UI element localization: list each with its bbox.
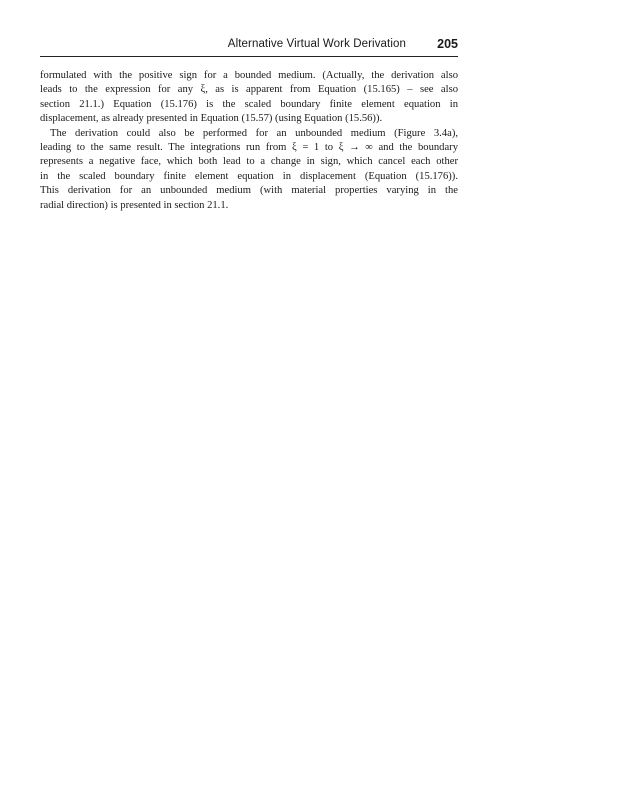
paragraph-1 bbox=[40, 69, 458, 127]
text-line: in the scaled boundary finite element equation in displacement (Equation (15.176)). bbox=[40, 170, 458, 182]
text-line: This derivation for an unbounded medium (with material properties varying in the bbox=[40, 185, 458, 197]
text-line: The derivation could also be performed for an unbounded medium (Figure 3.4a), bbox=[50, 127, 458, 139]
running-header bbox=[40, 36, 458, 57]
text-line: section 21.1.) Equation (15.176) is the scaled boundary finite element equation in bbox=[40, 98, 458, 110]
text-line: formulated with the positive sign for a bounded medium. (Actually, the derivation also bbox=[40, 70, 458, 81]
running-title: Alternative Virtual Work Derivation bbox=[227, 38, 406, 50]
text-line: displacement, as already presented in Equation (15.57) (using Equation (15.56)). bbox=[40, 113, 383, 125]
page-number: 205 bbox=[437, 37, 458, 51]
text-line: leads to the expression for any ξ, as is apparent from Equation (15.165) – see also bbox=[40, 84, 458, 96]
body-text bbox=[40, 69, 458, 213]
text-line: radial direction) is presented in section 21.1. bbox=[40, 199, 229, 211]
paragraph-2 bbox=[40, 127, 458, 213]
text-line: represents a negative face, which both lead to a change in sign, which cancel each other bbox=[40, 156, 458, 168]
text-line: leading to the same result. The integrations run from ξ = 1 to ξ → ∞ and the boundary bbox=[40, 142, 458, 154]
